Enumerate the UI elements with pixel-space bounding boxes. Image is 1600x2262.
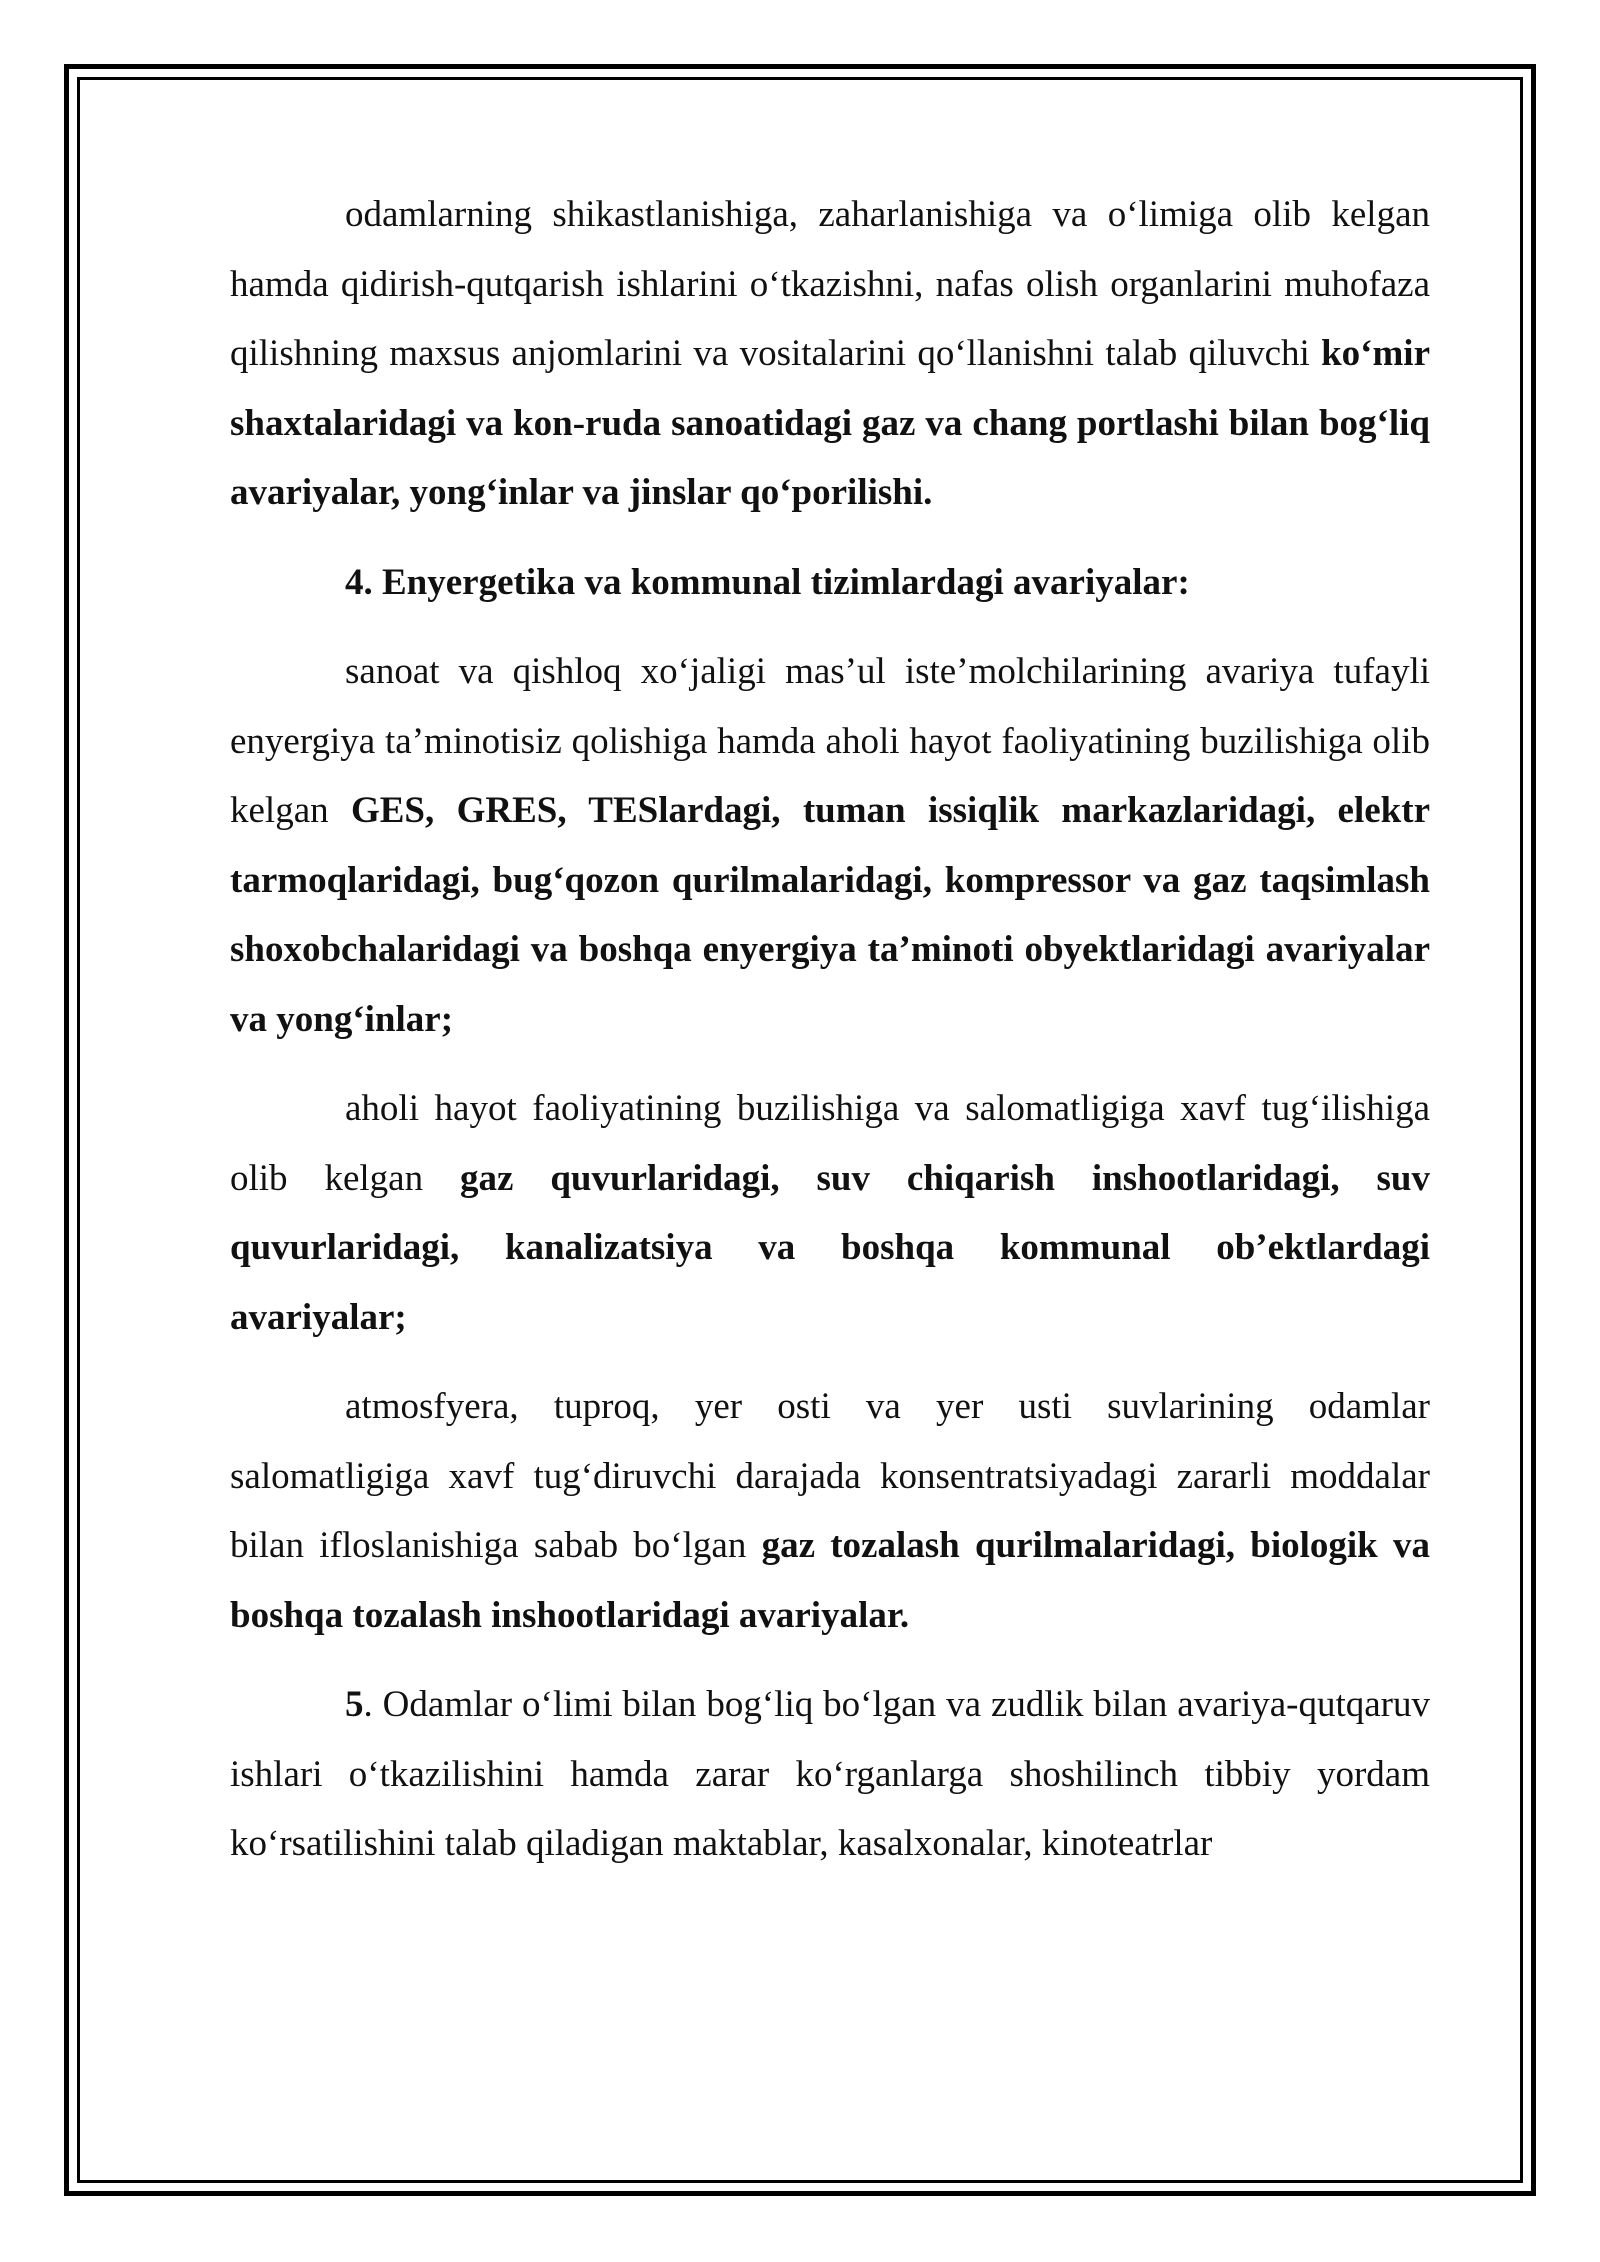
paragraph-text: atmosfyera, tuproq, yer osti va yer usti suvlarining odamlar salomatligiga xavf tug‘diruvchi darajada konsentratsiyadagi zararli moddalar bilan ifloslanishiga sabab bo‘lgan [230, 1386, 1430, 1566]
paragraph-tail-text: . Odamlar o‘limi bilan bog‘liq bo‘lgan va zudlik bilan avariya-qutqaruv ishlari o‘tkazilishini hamda zarar ko‘rganlarga shoshilinch tibbiy yordam ko‘rsatilishini talab qiladigan maktablar, kasalxonalar, kinoteatrlar [230, 1684, 1430, 1864]
paragraph-bold-text: ko‘mir shaxtalaridagi va kon-ruda sanoatidagi gaz va chang portlashi bilan bog‘liq avariyalar, yong‘inlar va jinslar qo‘porilishi. [230, 333, 1430, 513]
paragraph-bold-text: gaz quvurlaridagi, suv chiqarish inshootlaridagi, suv quvurlaridagi, kanalizatsiya va boshqa kommunal ob’ektlardagi avariyalar; [230, 1157, 1430, 1338]
paragraph-communal-accidents [230, 1074, 1430, 1352]
paragraph-text: odamlarning shikastlanishiga, zaharlanishiga va o‘limiga olib kelgan hamda qidirish-qutqarish ishlarini o‘tkazishni, nafas olish organlarini muhofaza qilishning maxsus anjomlarini va vositalarini qo‘llanishni talab qiluvchi [230, 194, 1430, 374]
section-heading-text: 4. Enyergetika va kommunal tizimlardagi avariyalar: [345, 561, 1190, 603]
document-body [230, 180, 1430, 1899]
paragraph-text: aholi hayot faoliyatining buzilishiga va salomatligiga xavf tug‘ilishiga olib kelgan [230, 1088, 1430, 1199]
paragraph-purification-accidents [230, 1372, 1430, 1650]
paragraph-text: sanoat va qishloq xo‘jaligi mas’ul iste’molchilarining avariya tufayli enyergiya ta’minotisiz qolishiga hamda aholi hayot faoliyatining buzilishiga olib kelgan [230, 651, 1430, 831]
paragraph-section-5 [230, 1670, 1430, 1879]
paragraph-mine-accidents [230, 180, 1430, 528]
paragraph-bold-text: gaz tozalash qurilmalaridagi, biologik va boshqa tozalash inshootlaridagi avariyalar. [230, 1525, 1430, 1636]
section-number: 5 [345, 1684, 364, 1725]
paragraph-energy-accidents [230, 637, 1430, 1054]
section-heading-energy [230, 548, 1430, 618]
paragraph-bold-text: GES, GRES, TESlardagi, tuman issiqlik markazlaridagi, elektr tarmoqlaridagi, bug‘qozon qurilmalaridagi, kompressor va gaz taqsimlash shoxobchalaridagi va boshqa enyergiya ta’minoti obyektlaridagi avariyalar va yong‘inlar; [230, 790, 1430, 1040]
